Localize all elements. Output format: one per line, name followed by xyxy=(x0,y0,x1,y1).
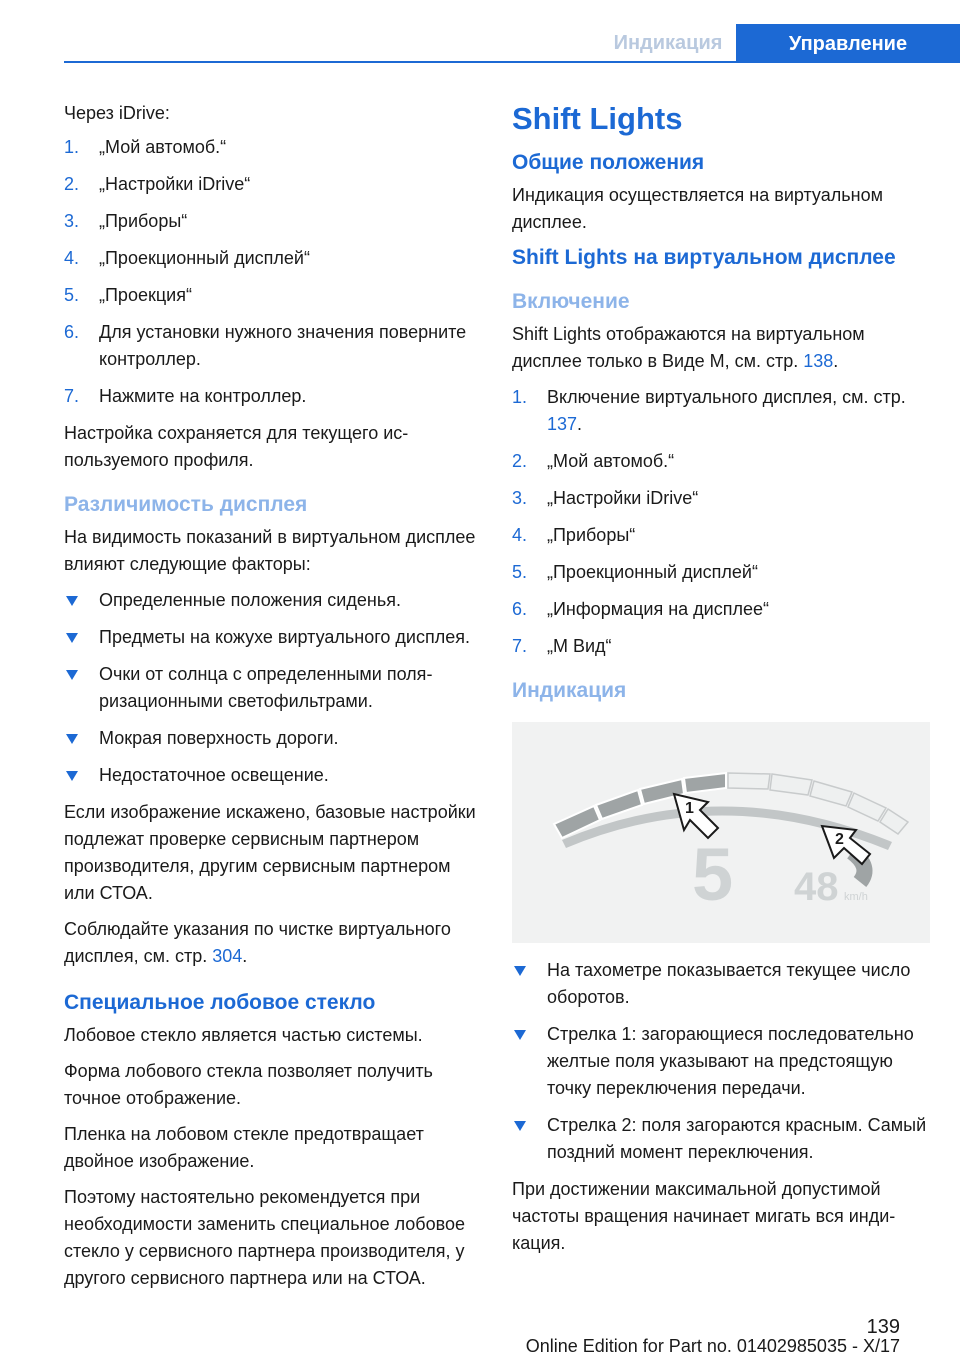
windshield-paragraph: Форма лобового стекла позволяет получить точное отображение. xyxy=(64,1061,433,1108)
triangle-bullet-icon xyxy=(514,966,526,976)
list-item xyxy=(512,1112,930,1166)
step-text: „Информация на дисплее“ xyxy=(547,599,769,619)
max-rpm-note: При достижении максимальной допустимой частоты вращения начинает мигать вся индикация. xyxy=(512,1179,896,1253)
period: . xyxy=(833,351,839,371)
tab-controls[interactable]: Управление xyxy=(736,24,960,63)
list-item xyxy=(64,624,476,651)
shift-lights-illustration xyxy=(512,722,930,943)
profile-note: Настройка сохраняется для текущего используемого профиля. xyxy=(64,423,409,470)
page-link-304[interactable]: 304 xyxy=(212,946,243,966)
idrive-steps-list xyxy=(64,134,476,410)
triangle-bullet-icon xyxy=(66,734,78,744)
gear-indicator: 5 xyxy=(692,833,734,916)
list-item xyxy=(512,384,930,438)
list-item xyxy=(512,1021,930,1102)
arrow-1-label: 1 xyxy=(685,800,694,817)
step-number: 6. xyxy=(64,322,80,342)
enable-heading: Включение xyxy=(512,290,630,313)
step-number: 2. xyxy=(512,451,528,471)
step-text: „Мой автомоб.“ xyxy=(547,451,675,471)
step-text: Включение виртуального дисплея, см. стр. xyxy=(547,387,906,407)
step-text: „Настройки iDrive“ xyxy=(99,174,251,194)
list-item xyxy=(512,485,930,512)
legend-text: Стрелка 1: загорающиеся последовательно желтые поля указывают на предстоящую точку переключения передачи. xyxy=(547,1024,914,1098)
step-text: „М Вид“ xyxy=(547,636,612,656)
factor-text: Мокрая поверхность дороги. xyxy=(99,728,339,748)
step-text: „Мой автомоб.“ xyxy=(99,137,227,157)
step-text: „Проекционный дисплей“ xyxy=(99,248,310,268)
footer-edition: Online Edition for Part no. 01402985035 - X/17 xyxy=(525,1336,900,1356)
step-number: 3. xyxy=(512,488,528,508)
step-number: 5. xyxy=(512,562,528,582)
triangle-bullet-icon xyxy=(66,633,78,643)
step-text: „Приборы“ xyxy=(99,211,188,231)
windshield-paragraph: Поэтому настоятельно рекомендуется при необходимости заменить специальное лобовое стекло у сервисного партнера производителя, у другого сервисного партнера или на СТОА. xyxy=(64,1187,465,1288)
windshield-paragraph: Лобовое стекло является частью системы. xyxy=(64,1025,423,1045)
list-item xyxy=(64,134,476,161)
left-column xyxy=(64,100,476,1301)
windshield-heading: Специальное лобовое стекло xyxy=(64,991,376,1014)
arrow-1-icon xyxy=(674,794,718,838)
enable-prefix: Shift Lights отображаются на виртуальном дисплее только в Виде М, см. стр. xyxy=(512,324,865,371)
visibility-heading: Различимость дисплея xyxy=(64,493,308,516)
step-text: „Настройки iDrive“ xyxy=(547,488,699,508)
step-number: 3. xyxy=(64,211,80,231)
section-title: Shift Lights xyxy=(512,101,683,136)
triangle-bullet-icon xyxy=(66,596,78,606)
step-number: 2. xyxy=(64,174,80,194)
speed-readout: 48 xyxy=(794,865,839,909)
list-item xyxy=(64,171,476,198)
arrow-2-label: 2 xyxy=(835,831,844,848)
speed-unit: km/h xyxy=(844,891,868,903)
list-item xyxy=(64,725,476,752)
list-item xyxy=(512,596,930,623)
page-link-137[interactable]: 137 xyxy=(547,414,578,434)
shift-lights-figure xyxy=(512,722,930,943)
triangle-bullet-icon xyxy=(66,771,78,781)
distortion-note: Если изображение искажено, базовые настройки подлежат проверке сервисным партнером производителя, другим сервисным партнером или СТОА. xyxy=(64,802,476,903)
right-column xyxy=(512,100,930,1266)
list-item xyxy=(64,208,476,235)
factor-text: Предметы на кожухе виртуального дисплея. xyxy=(99,627,470,647)
enable-text xyxy=(512,321,930,375)
list-item xyxy=(512,522,930,549)
list-item xyxy=(512,633,930,660)
general-text: Индикация осуществляется на виртуальном дисплее. xyxy=(512,185,883,232)
legend-text: Стрелка 2: поля загораются красным. Самый поздний момент переключения. xyxy=(547,1115,927,1162)
factor-text: Недостаточное освещение. xyxy=(99,765,329,785)
step-number: 4. xyxy=(64,248,80,268)
list-item xyxy=(512,448,930,475)
step-text: „Проекция“ xyxy=(99,285,192,305)
display-heading: Индикация xyxy=(512,679,627,702)
triangle-bullet-icon xyxy=(66,670,78,680)
list-item xyxy=(64,282,476,309)
step-text: „Проекционный дисплей“ xyxy=(547,562,758,582)
period: . xyxy=(242,946,248,966)
list-item xyxy=(64,383,476,410)
general-heading: Общие положения xyxy=(512,151,705,174)
page-number: 139 xyxy=(866,1316,900,1338)
visibility-intro: На видимость показаний в виртуальном дисплее влияют следующие факторы: xyxy=(64,527,476,574)
enable-steps-list xyxy=(512,384,930,660)
list-item xyxy=(64,587,476,614)
factor-text: Очки от солнца с определенными поляризационными светофильтрами. xyxy=(99,664,433,711)
list-item xyxy=(64,661,476,715)
legend-text: На тахометре показывается текущее число оборотов. xyxy=(547,960,911,1007)
idrive-intro: Через iDrive: xyxy=(64,103,170,123)
page-link-138[interactable]: 138 xyxy=(803,351,834,371)
step-text: Для установки нужного значения поверните контроллер. xyxy=(99,322,467,369)
triangle-bullet-icon xyxy=(514,1030,526,1040)
step-number: 1. xyxy=(512,387,528,407)
period: . xyxy=(577,414,583,434)
list-item xyxy=(64,762,476,789)
step-number: 5. xyxy=(64,285,80,305)
step-number: 6. xyxy=(512,599,528,619)
list-item xyxy=(64,319,476,373)
step-number: 7. xyxy=(512,636,528,656)
cleaning-text: Соблюдайте указания по чистке виртуального дисплея, см. стр. xyxy=(64,919,451,966)
step-text: „Приборы“ xyxy=(547,525,636,545)
figure-legend-list xyxy=(512,957,930,1166)
list-item xyxy=(64,245,476,272)
hud-heading: Shift Lights на виртуальном дисплее xyxy=(512,246,896,269)
tab-indication[interactable]: Индикация xyxy=(613,32,723,54)
triangle-bullet-icon xyxy=(514,1121,526,1131)
list-item xyxy=(512,559,930,586)
list-item xyxy=(512,957,930,1011)
step-number: 4. xyxy=(512,525,528,545)
cleaning-note xyxy=(64,916,476,970)
step-number: 1. xyxy=(64,137,80,157)
step-number: 7. xyxy=(64,386,80,406)
step-text: Нажмите на контроллер. xyxy=(99,386,307,406)
windshield-paragraph: Пленка на лобовом стекле предотвращает двойное изображение. xyxy=(64,1124,424,1171)
factor-text: Определенные положения сиденья. xyxy=(99,590,401,610)
visibility-factors-list xyxy=(64,587,476,789)
